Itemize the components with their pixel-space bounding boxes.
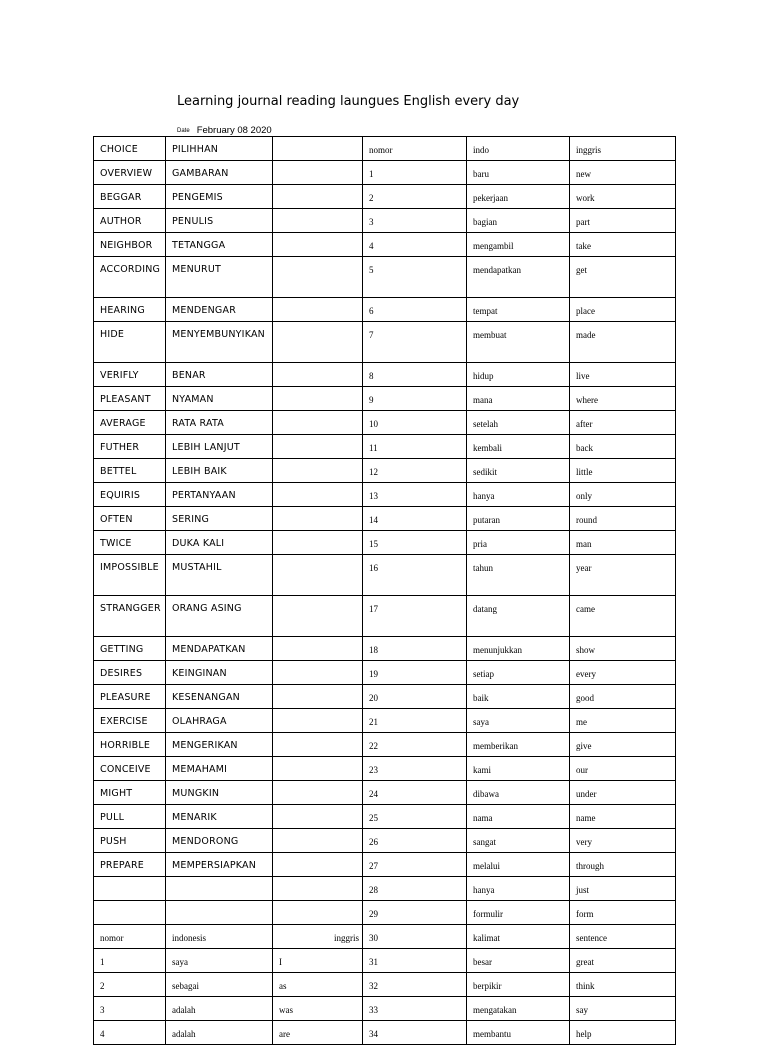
table-cell (273, 363, 363, 387)
table-cell: memberikan (467, 733, 570, 757)
table-cell: think (570, 973, 676, 997)
table-cell: 18 (363, 637, 467, 661)
table-cell: PENULIS (166, 209, 273, 233)
document-title: Learning journal reading laungues English every day (177, 94, 520, 109)
table-cell: sebagai (166, 973, 273, 997)
table-cell: setiap (467, 661, 570, 685)
table-row (94, 901, 676, 925)
table-cell: KEINGINAN (166, 661, 273, 685)
table-cell (273, 596, 363, 637)
table-cell: PUSH (94, 829, 166, 853)
table-cell: MENDORONG (166, 829, 273, 853)
table-cell: bagian (467, 209, 570, 233)
table-cell (273, 322, 363, 363)
table-cell: CONCEIVE (94, 757, 166, 781)
table-cell: ACCORDING (94, 257, 166, 298)
table-cell (273, 733, 363, 757)
table-cell: PREPARE (94, 853, 166, 877)
table-cell: nomor (94, 925, 166, 949)
table-cell (273, 507, 363, 531)
table-cell: inggris (273, 925, 363, 949)
table-cell: 16 (363, 555, 467, 596)
table-cell: HORRIBLE (94, 733, 166, 757)
table-cell: under (570, 781, 676, 805)
table-cell: every (570, 661, 676, 685)
table-cell: MENYEMBUNYIKAN (166, 322, 273, 363)
table-cell: give (570, 733, 676, 757)
table-cell (273, 637, 363, 661)
table-cell: indonesis (166, 925, 273, 949)
table-cell: name (570, 805, 676, 829)
table-cell: MENURUT (166, 257, 273, 298)
table-cell: mana (467, 387, 570, 411)
table-cell: 7 (363, 322, 467, 363)
table-cell: saya (166, 949, 273, 973)
table-cell: after (570, 411, 676, 435)
table-cell: 17 (363, 596, 467, 637)
table-cell: berpikir (467, 973, 570, 997)
table-cell: 32 (363, 973, 467, 997)
table-cell: made (570, 322, 676, 363)
table-cell (273, 531, 363, 555)
table-cell: MENDENGAR (166, 298, 273, 322)
table-cell: 11 (363, 435, 467, 459)
table-cell: MUSTAHIL (166, 555, 273, 596)
table-cell: 8 (363, 363, 467, 387)
table-row (94, 949, 676, 973)
table-cell: OVERVIEW (94, 161, 166, 185)
table-cell: LEBIH LANJUT (166, 435, 273, 459)
table-cell: hidup (467, 363, 570, 387)
table-cell: DESIRES (94, 661, 166, 685)
table-cell: form (570, 901, 676, 925)
table-cell: baru (467, 161, 570, 185)
table-cell: came (570, 596, 676, 637)
table-cell (166, 877, 273, 901)
table-cell (273, 257, 363, 298)
table-cell: VERIFLY (94, 363, 166, 387)
table-cell: AVERAGE (94, 411, 166, 435)
table-cell: pria (467, 531, 570, 555)
table-cell: are (273, 1021, 363, 1045)
table-cell (273, 298, 363, 322)
table-cell: OFTEN (94, 507, 166, 531)
table-cell: IMPOSSIBLE (94, 555, 166, 596)
table-cell: MEMPERSIAPKAN (166, 853, 273, 877)
table-cell: adalah (166, 997, 273, 1021)
table-cell: man (570, 531, 676, 555)
table-row (94, 733, 676, 757)
table-cell: kembali (467, 435, 570, 459)
table-cell (273, 137, 363, 161)
table-cell: formulir (467, 901, 570, 925)
vocabulary-table-body (94, 137, 676, 1045)
table-row (94, 411, 676, 435)
table-row (94, 997, 676, 1021)
table-cell: PILIHHAN (166, 137, 273, 161)
table-cell: 29 (363, 901, 467, 925)
table-cell (273, 709, 363, 733)
table-cell: 14 (363, 507, 467, 531)
table-cell: PLEASANT (94, 387, 166, 411)
table-cell: 33 (363, 997, 467, 1021)
table-row (94, 973, 676, 997)
table-cell: place (570, 298, 676, 322)
table-cell: TETANGGA (166, 233, 273, 257)
table-cell: 4 (94, 1021, 166, 1045)
table-cell: 22 (363, 733, 467, 757)
table-cell: 1 (94, 949, 166, 973)
table-cell: 23 (363, 757, 467, 781)
table-cell: tahun (467, 555, 570, 596)
table-cell: 4 (363, 233, 467, 257)
table-cell: year (570, 555, 676, 596)
table-cell: adalah (166, 1021, 273, 1045)
table-cell: tempat (467, 298, 570, 322)
table-cell: kalimat (467, 925, 570, 949)
table-cell: sedikit (467, 459, 570, 483)
table-cell: was (273, 997, 363, 1021)
table-row (94, 555, 676, 596)
table-row (94, 637, 676, 661)
table-cell: besar (467, 949, 570, 973)
table-cell: NYAMAN (166, 387, 273, 411)
table-cell: very (570, 829, 676, 853)
table-cell: 15 (363, 531, 467, 555)
table-cell: help (570, 1021, 676, 1045)
table-cell (273, 411, 363, 435)
table-cell: HEARING (94, 298, 166, 322)
table-row (94, 435, 676, 459)
table-cell: show (570, 637, 676, 661)
table-cell (273, 555, 363, 596)
table-cell: saya (467, 709, 570, 733)
table-cell: 13 (363, 483, 467, 507)
table-cell: live (570, 363, 676, 387)
table-row (94, 507, 676, 531)
table-row (94, 853, 676, 877)
table-row (94, 925, 676, 949)
table-row (94, 531, 676, 555)
table-cell (273, 661, 363, 685)
table-cell: CHOICE (94, 137, 166, 161)
table-cell (273, 853, 363, 877)
table-cell: melalui (467, 853, 570, 877)
table-cell: kami (467, 757, 570, 781)
table-row (94, 483, 676, 507)
table-cell: HIDE (94, 322, 166, 363)
table-cell: mengatakan (467, 997, 570, 1021)
table-cell: 21 (363, 709, 467, 733)
table-cell: sentence (570, 925, 676, 949)
table-cell: part (570, 209, 676, 233)
table-cell: 3 (94, 997, 166, 1021)
table-cell: sangat (467, 829, 570, 853)
vocabulary-table (93, 136, 676, 1045)
table-cell: 20 (363, 685, 467, 709)
table-cell (273, 685, 363, 709)
table-cell: nomor (363, 137, 467, 161)
table-cell: RATA RATA (166, 411, 273, 435)
table-row (94, 209, 676, 233)
date-label: Date (177, 128, 190, 134)
table-cell (273, 877, 363, 901)
table-cell: GETTING (94, 637, 166, 661)
table-cell: putaran (467, 507, 570, 531)
table-cell: FUTHER (94, 435, 166, 459)
table-row (94, 387, 676, 411)
table-row (94, 596, 676, 637)
table-cell: DUKA KALI (166, 531, 273, 555)
table-cell (273, 161, 363, 185)
table-cell (273, 459, 363, 483)
table-cell: TWICE (94, 531, 166, 555)
table-cell: I (273, 949, 363, 973)
table-cell: inggris (570, 137, 676, 161)
table-cell: 19 (363, 661, 467, 685)
table-cell: NEIGHBOR (94, 233, 166, 257)
table-cell: mengambil (467, 233, 570, 257)
table-row (94, 257, 676, 298)
table-cell: PENGEMIS (166, 185, 273, 209)
table-cell: PULL (94, 805, 166, 829)
table-cell: pekerjaan (467, 185, 570, 209)
table-cell: our (570, 757, 676, 781)
table-cell: membantu (467, 1021, 570, 1045)
table-cell: baik (467, 685, 570, 709)
table-cell: GAMBARAN (166, 161, 273, 185)
table-cell: MENARIK (166, 805, 273, 829)
table-cell: 5 (363, 257, 467, 298)
table-row (94, 709, 676, 733)
table-row (94, 161, 676, 185)
table-cell (94, 901, 166, 925)
table-cell: 30 (363, 925, 467, 949)
table-cell: new (570, 161, 676, 185)
table-cell: KESENANGAN (166, 685, 273, 709)
table-row (94, 685, 676, 709)
table-cell: dibawa (467, 781, 570, 805)
table-row (94, 661, 676, 685)
table-cell: MENDAPATKAN (166, 637, 273, 661)
table-cell: hanya (467, 877, 570, 901)
table-cell: SERING (166, 507, 273, 531)
table-cell: just (570, 877, 676, 901)
table-row (94, 185, 676, 209)
table-cell: setelah (467, 411, 570, 435)
table-cell: hanya (467, 483, 570, 507)
table-row (94, 459, 676, 483)
table-cell: 2 (363, 185, 467, 209)
table-cell: great (570, 949, 676, 973)
table-cell: BENAR (166, 363, 273, 387)
table-cell: membuat (467, 322, 570, 363)
table-cell: AUTHOR (94, 209, 166, 233)
table-cell: only (570, 483, 676, 507)
table-cell: 27 (363, 853, 467, 877)
date-value: February 08 2020 (196, 125, 272, 136)
table-cell: mendapatkan (467, 257, 570, 298)
table-cell: ORANG ASING (166, 596, 273, 637)
table-cell (273, 781, 363, 805)
table-cell: good (570, 685, 676, 709)
table-cell: LEBIH BAIK (166, 459, 273, 483)
table-cell: 25 (363, 805, 467, 829)
table-cell (273, 483, 363, 507)
table-row (94, 781, 676, 805)
table-cell: EQUIRIS (94, 483, 166, 507)
table-cell: 6 (363, 298, 467, 322)
table-cell: me (570, 709, 676, 733)
table-cell: as (273, 973, 363, 997)
table-cell: MEMAHAMI (166, 757, 273, 781)
table-row (94, 757, 676, 781)
table-cell: get (570, 257, 676, 298)
table-cell: 28 (363, 877, 467, 901)
table-cell (273, 805, 363, 829)
table-cell: back (570, 435, 676, 459)
table-cell: little (570, 459, 676, 483)
table-cell: 24 (363, 781, 467, 805)
table-cell: 9 (363, 387, 467, 411)
table-row (94, 877, 676, 901)
table-cell: nama (467, 805, 570, 829)
table-cell: datang (467, 596, 570, 637)
table-row (94, 137, 676, 161)
table-cell (273, 901, 363, 925)
table-row (94, 829, 676, 853)
table-cell: round (570, 507, 676, 531)
table-row (94, 233, 676, 257)
table-row (94, 298, 676, 322)
table-cell: 31 (363, 949, 467, 973)
table-cell: 26 (363, 829, 467, 853)
table-cell (166, 901, 273, 925)
table-cell: 3 (363, 209, 467, 233)
table-cell (273, 435, 363, 459)
table-cell: 12 (363, 459, 467, 483)
table-row (94, 805, 676, 829)
table-cell: EXERCISE (94, 709, 166, 733)
table-cell: BEGGAR (94, 185, 166, 209)
table-cell (273, 829, 363, 853)
table-cell: OLAHRAGA (166, 709, 273, 733)
table-cell (273, 387, 363, 411)
table-cell: indo (467, 137, 570, 161)
table-cell: menunjukkan (467, 637, 570, 661)
table-cell (273, 233, 363, 257)
table-cell: STRANGGER (94, 596, 166, 637)
table-cell (273, 185, 363, 209)
table-cell: work (570, 185, 676, 209)
table-cell: 10 (363, 411, 467, 435)
table-cell: take (570, 233, 676, 257)
table-cell: 34 (363, 1021, 467, 1045)
table-cell: where (570, 387, 676, 411)
table-cell: PLEASURE (94, 685, 166, 709)
table-cell: through (570, 853, 676, 877)
table-cell: MUNGKIN (166, 781, 273, 805)
table-cell: say (570, 997, 676, 1021)
table-cell: 1 (363, 161, 467, 185)
table-row (94, 322, 676, 363)
table-cell (273, 209, 363, 233)
table-cell: MIGHT (94, 781, 166, 805)
table-cell: PERTANYAAN (166, 483, 273, 507)
table-cell: BETTEL (94, 459, 166, 483)
table-cell: MENGERIKAN (166, 733, 273, 757)
table-row (94, 1021, 676, 1045)
table-cell (94, 877, 166, 901)
table-row (94, 363, 676, 387)
table-cell (273, 757, 363, 781)
table-cell: 2 (94, 973, 166, 997)
